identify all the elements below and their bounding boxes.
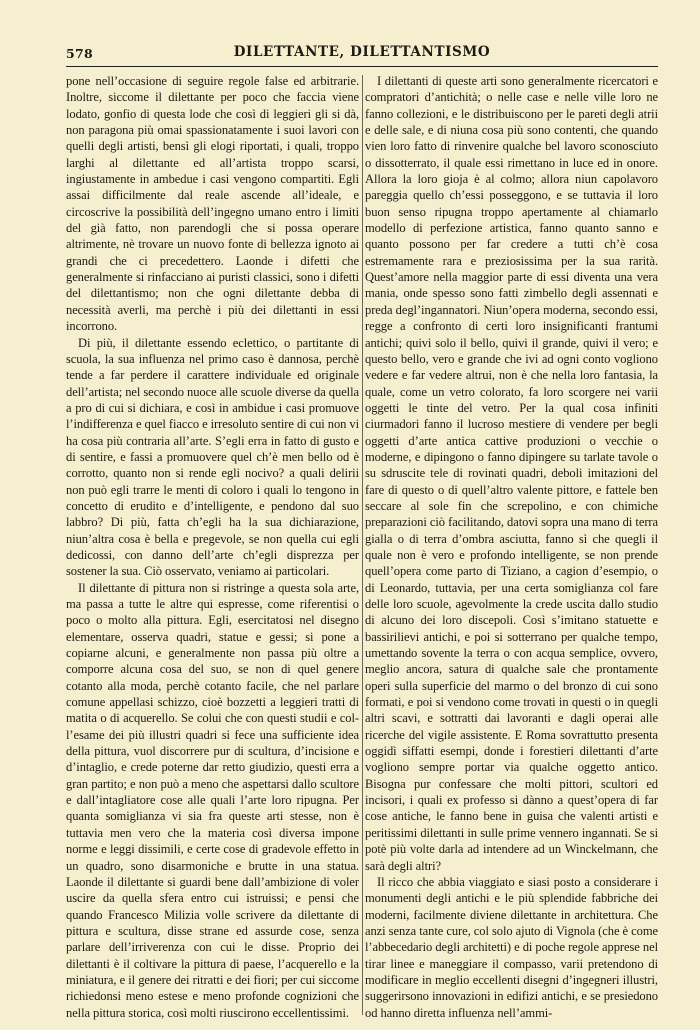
left-column: [66, 73, 359, 1021]
paragraph: Il dilettante di pittura non si ristringe a questa sola arte, ma passa a tutte le altre qui espresse, come riferentisi o poco o molto alla pittura. Egli, esercitatosi nel disegno elementare, osserva quadri, statue e gessi; si pone a copiarne alcuni, e generalmente non passa più oltre a comporre alcuna cosa del suo, se non di quel genere cotanto alla moda, perchè cotanto facile, che nel parlare comune appellasi schizzo, cioè bozzetti a leggieri tratti di matita o di acquerello. Se colui che con questi studii e col-l’esame dei più illustri quadri si fece una sufficiente idea della pittura, vuol discorrere pur di scultura, d’incisione e d’intaglio, e crede poterne dar retto giudizio, questi erra a gran partito; e non può a meno che aspettarsi dallo scultore e dall’intagliatore cose alle quali l’arte loro ripugna. Per quanta somiglianza vi sia fra queste arti stesse, non è tuttavia men vero che la materia così diversa impone norme e leggi dissimili, e certe cose di gradevole effetto in un quadro, sono disarmoniche e brutte in una statua. Laonde il dilettante si guardi bene dall’ambizione di voler uscire da quella sfera entro cui istruissi; e pensi che quando Francesco Milizia volle scrivere da dilettante di pittura e scultura, disse strane ed assurde cose, senza parlare dell’irriverenza con cui le disse. Proprio dei dilettanti è il coltivare la pittura di paese, l’acquerello e la miniatura, e il genere dei ritratti e dei fiori; per cui siccome richiedonsi meno estese e meno profonde cognizioni che nella pittura storica, così molti riuscirono eccellentissimi.: [66, 580, 359, 1020]
paragraph: Il ricco che abbia viaggiato e siasi posto a considerare i monumenti degli antichi e le più splendide fabbriche dei moderni, facilmente diviene dilettante in architettura. Che anzi senza tante cure, col solo ajuto di Vignola (che è come l’abbecedario degli architetti) e di poche regole apprese nel tirar linee e maneggiare il compasso, varii pretendono di modificare in meglio eccellenti disegni d’ingegneri illustri, suggerirsono innovazioni in edifizi antichi, e se presiedono od hanno diretta influenza nell’ammi-: [365, 874, 658, 1020]
running-header: [66, 40, 658, 67]
column-divider: [362, 75, 363, 1015]
paragraph: pone nell’occasione di seguire regole false ed arbitrarie. Inoltre, siccome il dilettante per poco che faccia viene lodato, gonfio di questa lode che così di leggieri gli si dà, non paragona più omai spassionatamente i suoi lavori con quelli degli artisti, bensì gli elogi riportati, i quali, troppo larghi al dilettante ed all’artista troppo scarsi, ingiustamente in ambedue i casi vengono compartiti. Egli assai difficilmente dal reale ascende all’ideale, e circoscrive la possibilità dell’ingegno umano entro i limiti del già fatto, non parendogli che si possa operare altrimente, nè trovare un nuovo fonte di bellezza ignoto ai grandi che ci precedettero. Laonde i difetti che generalmente si rinfacciano ai puristi classici, sono i difetti del dilettantismo; non che ogni dilettante debba di necessità averli, ma perchè i più dei dilettanti in essi incorrono.: [66, 74, 359, 334]
paragraph: I dilettanti di queste arti sono generalmente ricercatori e compratori d’antichità; o nelle case e nelle ville loro ne fanno collezioni, e le distribuiscono per le pareti degli atrii e delle sale, e di niuna cosa più sono contenti, che quando vien loro fatto di rinvenire qualche bel lavoro sconosciuto o dissotterrato, il quale essi rimettano in luce ed in onore. Allora la loro gioja è al colmo; allora niun capolavoro pareggia quello ch’essi posseggono, e se tuttavia il loro buon senso ripugna troppo apertamente al chiamarlo modello di perfezione artistica, fanno quanto sanno e quanto possono per far credere a tutti ch’è cosa estremamente rara e preziosissima per la sua rarità. Quest’amore nella maggior parte di essi diventa una vera mania, onde spesso sono fatti zimbello degli assennati e preda degl’ingannatori. Niun’opera moderna, secondo essi, regge a confronto di certi loro insignificanti frantumi antichi; quivi solo il bello, quivi il grande, quivi il vero; e questo bello, vero e grande che ivi ad ogni conto vogliono vedere e far vedere altrui, non è che nella loro fantasia, la quale, come un vetro colorato, fa loro scorgere nei varii oggetti le tinte del vetro. Per la qual cosa infiniti ciurmadori fanno il lucroso mestiere di vendere per begli oggetti d’arte antica cattive produzioni o vecchie o moderne, e dipingono o fanno dipingere su tarlate tavole o su sdruscite tele di rovinati quadri, deboli imitazioni del fare di questo o di quell’altro valente pittore, e fattele ben seccare al sole fin che screpolino, e con chimiche preparazioni ciò facilitando, datovi sopra una mano di terra gialla o di terra d’ombra asciutta, fanno sì che quegli il quale non è vero e profondo intelligente, se non prende quell’opera come parto di Tiziano, a cagion d’esempio, o di Leonardo, tuttavia, per una certa somiglianza col fare delle loro scuole, agevolmente la crede uscita dallo studio di alcuno dei loro discepoli. Così s’imitano statuette e bassirilievi antichi, e poi si sotterrano per qualche tempo, umettando sovente la terra o con acqua semplice, ovvero, meglio ancora, satura di qualche sale che prontamente operi sulla superficie del marmo o del bronzo di cui sono formati, e poi si vendono come trovati in questi o in quegli altri scavi, e sottratti dai lavoranti e dagli operai alle ricerche del vigile assistente. E Roma sovrattutto presenta oggidì siffatti esempi, donde i forestieri dilettanti d’arte vogliono sempre portar via qualche oggetto antico. Bisogna pur confessare che molti pittori, scultori ed incisori, i quali ex professo si dànno a quest’opera di far cose antiche, le fanno bene in guisa che valenti artisti e peritissimi dilettanti in sulle prime vennero ingannati. Se si potè più volte darla ad intendere ad un Winckelmann, che sarà degli altri?: [365, 74, 658, 873]
text-columns: [66, 73, 658, 1023]
running-head-title: DILETTANTE, DILETTANTISMO: [233, 44, 491, 60]
right-column: [365, 73, 658, 1021]
page-number: 578: [66, 46, 93, 61]
paragraph: Di più, il dilettante essendo eclettico, o partitante di scuola, la sua influenza nel primo caso è dannosa, perchè tende a far perdere il carattere individuale ed originale dell’artista; nel secondo nuoce alle scuole diverse da quella a pro di cui si dichiara, e così in ambidue i casi promuove l’indifferenza e quel fiacco e irresoluto sentire di cui non vi ha cosa più contraria all’arte. S’egli erra in fatto di gusto e di sentire, e fassi a promuovere quel ch’è men bello od è corrotto, quanto non si rende egli nocivo? a quali delirii non può egli trarre le menti di coloro i quali lo tengono in concetto di erudito e d’intelligente, e pendono dal suo labbro? Di più, fatta ch’egli ha la sua dichiarazione, niun’altra cosa è bella e pregevole, se non quella cui egli dedicossi, con danno dell’arte ch’egli disprezza per sostener la sua. Ciò osservato, veniamo ai particolari.: [66, 335, 359, 579]
